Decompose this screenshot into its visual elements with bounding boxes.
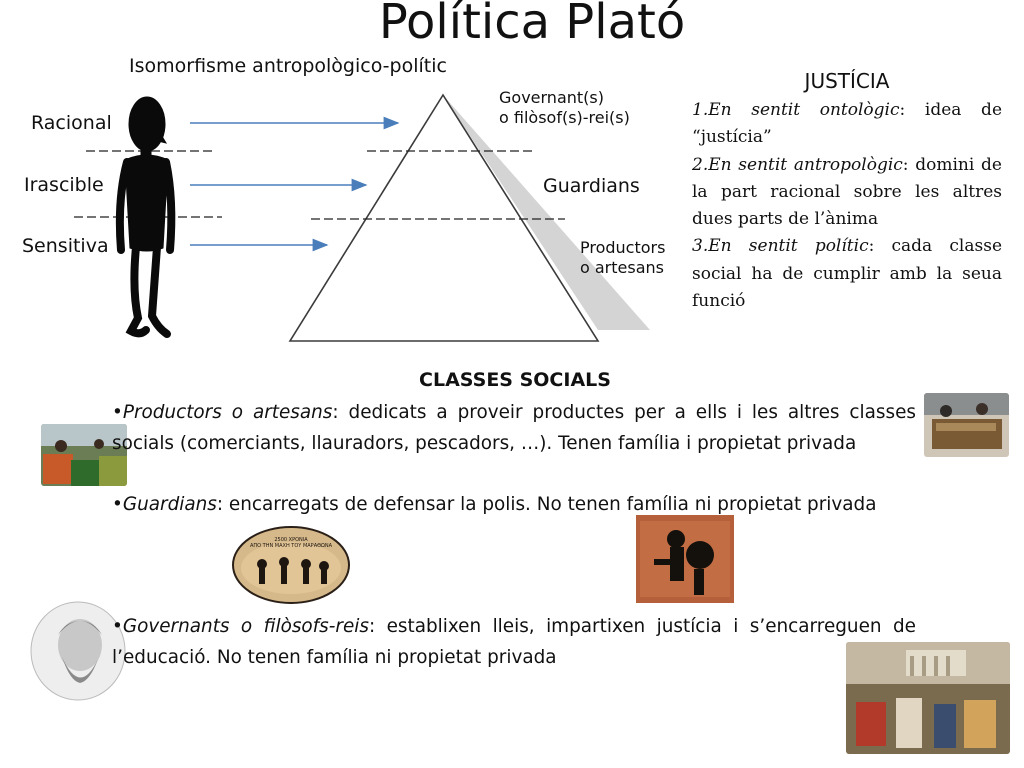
justicia-item-politic-term: 3.En sentit polític [692,236,869,257]
vase-inscription-line1: 2500 ΧΡΟΝΙΑ [274,537,308,543]
classes-item-governants-text: : establixen lleis, impartixen justícia i s’encarreguen de l’educació. No tenen família ni propietat privada [112,616,916,668]
justicia-item-politic [692,233,1002,315]
classes-item-governants-term: Governants o filòsofs-reis [122,616,369,637]
classes-item-governants: •Governants o filòsofs-reis: establixen lleis, impartixen justícia i s’encarreguen de l’educació. No tenen família ni propietat privada [112,616,916,668]
classes-item-productors: •Productors o artesans: dedicats a proveir productes per a ells i les altres classes socials (comerciants, llauradors, pescadors, …). Tenen família i propietat privada [112,402,916,454]
greek-vase-plate-image [232,526,351,604]
pyramid [290,95,598,341]
classes-item-guardians-term: Guardians [122,494,217,515]
justicia-item-antropologic-text: : domini de la part racional sobre les altres dues parts de l’ànima [692,154,1002,230]
pyramid-productors-line1: Productors [580,238,666,257]
pyramid-governants-line2: o filòsof(s)-rei(s) [499,108,630,127]
classes-item-guardians-text: : encarregats de defensar la polis. No tenen família ni propietat privada [216,494,877,515]
pyramid-governants-line1: Governant(s) [499,88,604,107]
human-figure-icon [120,97,171,334]
classes-item-productors-text: : dedicats a proveir productes per a ells i les altres classes socials (comerciants, llauradors, pescadors, …). Tenen família i propietat privada [112,402,916,454]
pyramid-guardians-label: Guardians [543,175,640,197]
classes-item-guardians: •Guardians: encarregats de defensar la polis. No tenen família ni propietat privada [112,494,877,515]
pyramid-productors-line2: o artesans [580,258,664,277]
justicia-item-ontologic-text: : idea de “justícia” [692,100,1003,148]
vase-inscription-line2: ΑΠΟ ΤΗΝ ΜΑΧΗ ΤΟΥ ΜΑΡΑΘΩΝΑ [249,543,333,549]
soul-sensitiva-label: Sensitiva [22,235,109,257]
classes-item-productors-term: Productors o artesans [122,402,333,423]
pyramid-productors-label [580,238,665,278]
justicia-item-antropologic [692,152,1002,234]
soul-racional-label: Racional [31,112,112,134]
justicia-list [692,97,1002,315]
justicia-item-ontologic [692,97,1002,152]
justicia-item-politic-text: : cada classe social ha de cumplir amb la seua funció [692,236,1002,312]
market-stall-photo [924,393,1009,457]
guardians-vase-image [636,515,734,603]
soul-irascible-label: Irascible [24,174,104,196]
slide-title: Política Plató [378,0,686,50]
slide-subtitle: Isomorfisme antropològico-polític [129,55,447,77]
justicia-item-antropologic-term: 2.En sentit antropològic [692,154,903,175]
pyramid-governants-label [499,88,630,128]
classes-title: CLASSES SOCIALS [419,369,611,391]
justicia-title: JUSTÍCIA [804,69,890,93]
justicia-item-ontologic-term: 1.En sentit ontològic [692,100,900,120]
